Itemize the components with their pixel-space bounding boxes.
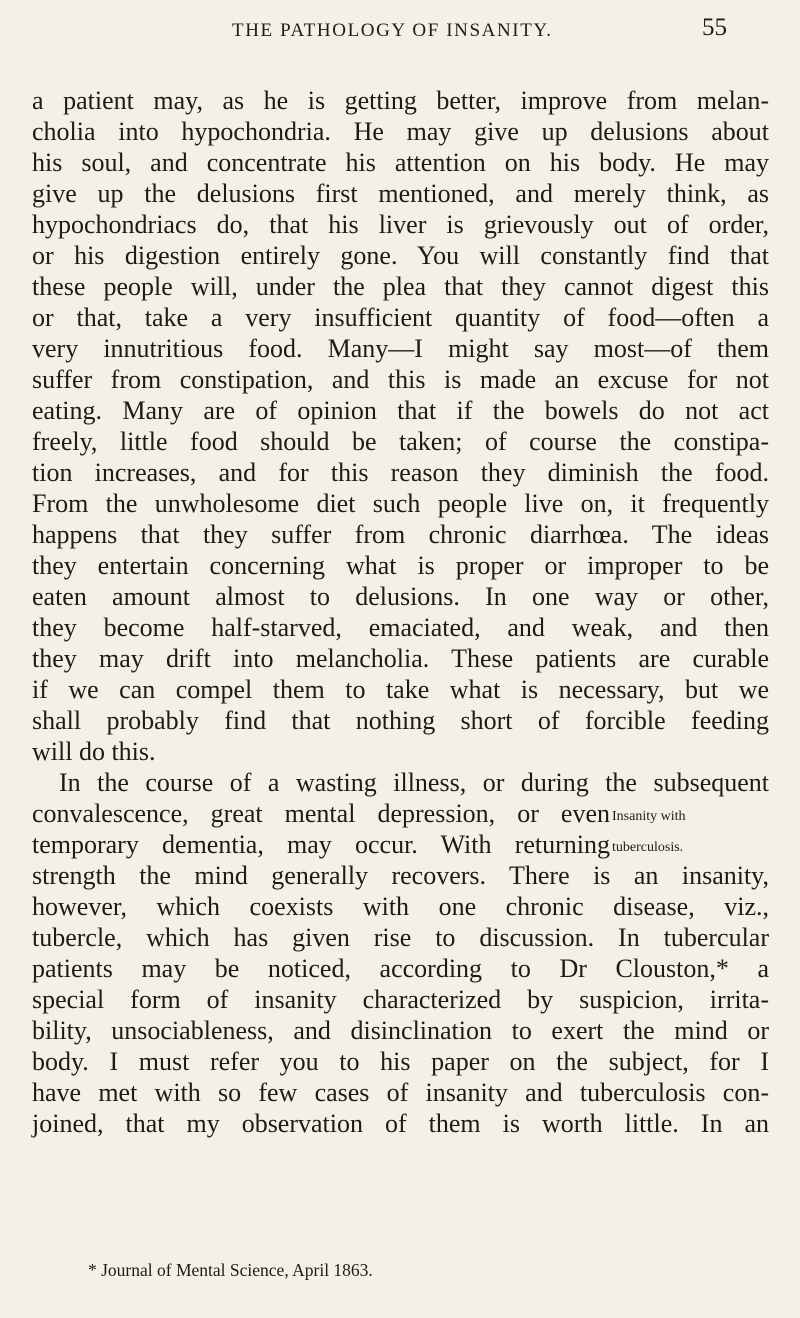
text-line: body. I must refer you to his paper on the subject, for I (32, 1047, 769, 1076)
footnote: * Journal of Mental Science, April 1863. (88, 1260, 373, 1280)
text-line: eating. Many are of opinion that if the bowels do not act (32, 396, 769, 425)
text-line: suffer from constipation, and this is made an excuse for not (32, 365, 769, 394)
text-line: eaten amount almost to delusions. In one way or other, (32, 582, 769, 611)
text-line: hypochondriacs do, that his liver is grievously out of order, (32, 210, 769, 239)
side-note-line: Insanity with (612, 809, 686, 824)
text-line: joined, that my observation of them is worth little. In an (32, 1109, 769, 1138)
text-line: they may drift into melancholia. These patients are curable (32, 644, 769, 673)
text-line: cholia into hypochondria. He may give up delusions about (32, 117, 769, 146)
text-line: give up the delusions first mentioned, and merely think, as (32, 179, 769, 208)
text-line: his soul, and concentrate his attention on his body. He may (32, 148, 769, 177)
text-line: or his digestion entirely gone. You will constantly find that (32, 241, 769, 270)
text-line: temporary dementia, may occur. With returning (32, 830, 610, 859)
text-line: however, which coexists with one chronic disease, viz., (32, 892, 769, 921)
text-line: special form of insanity characterized by suspicion, irrita- (32, 985, 769, 1014)
text-line: or that, take a very insufficient quantity of food—often a (32, 303, 769, 332)
text-line: tion increases, and for this reason they diminish the food. (32, 458, 769, 487)
text-line: tubercle, which has given rise to discussion. In tubercular (32, 923, 769, 952)
text-line: they entertain concerning what is proper or improper to be (32, 551, 769, 580)
text-line: will do this. (32, 737, 156, 766)
text-line: From the unwholesome diet such people live on, it frequently (32, 489, 769, 518)
running-head: THE PATHOLOGY OF INSANITY. (232, 20, 553, 41)
text-line: convalescence, great mental depression, or even (32, 799, 610, 828)
text-line: happens that they suffer from chronic diarrhœa. The ideas (32, 520, 769, 549)
text-line: In the course of a wasting illness, or during the subsequent (59, 768, 769, 797)
text-line: these people will, under the plea that they cannot digest this (32, 272, 769, 301)
text-line: patients may be noticed, according to Dr Clouston,* a (32, 954, 769, 983)
text-line: very innutritious food. Many—I might say most—of them (32, 334, 769, 363)
text-line: a patient may, as he is getting better, improve from melan- (32, 86, 769, 115)
text-line: if we can compel them to take what is necessary, but we (32, 675, 769, 704)
text-line: bility, unsociableness, and disinclination to exert the mind or (32, 1016, 769, 1045)
text-line: strength the mind generally recovers. There is an insanity, (32, 861, 769, 890)
text-line: have met with so few cases of insanity and tuberculosis con- (32, 1078, 769, 1107)
page-number: 55 (702, 14, 727, 41)
text-line: freely, little food should be taken; of course the constipa- (32, 427, 769, 456)
text-line: shall probably find that nothing short of forcible feeding (32, 706, 769, 735)
text-line: they become half-starved, emaciated, and weak, and then (32, 613, 769, 642)
side-note-line: tuberculosis. (612, 840, 684, 855)
